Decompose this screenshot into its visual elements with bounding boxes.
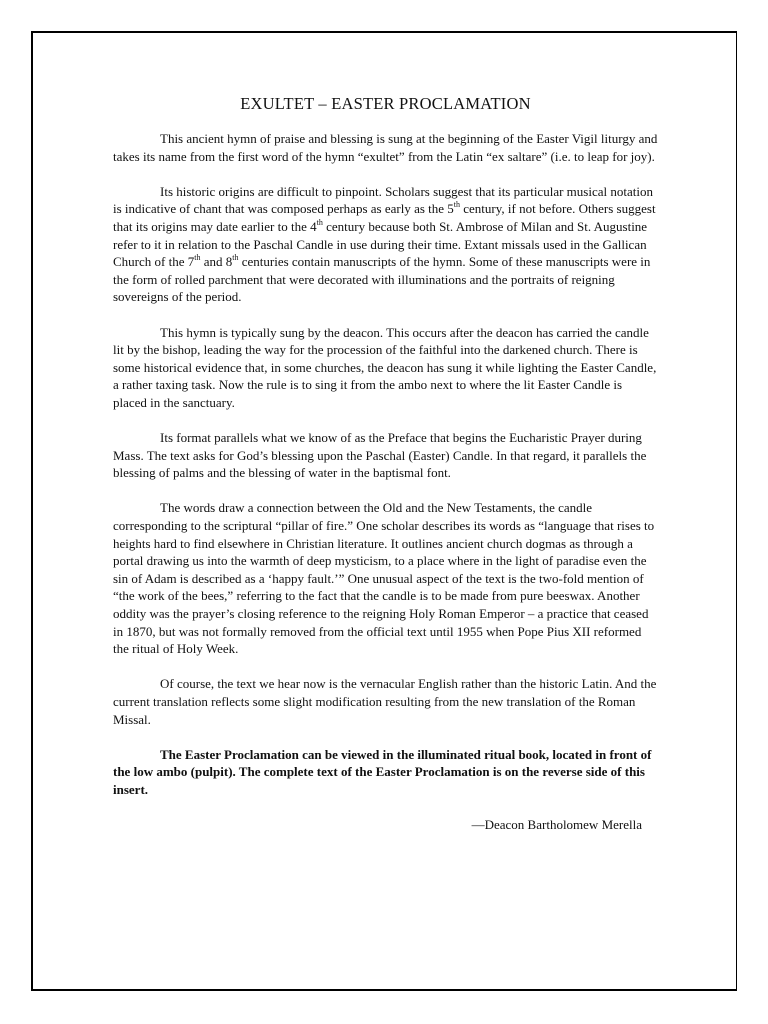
paragraph-origins [113, 183, 658, 306]
paragraph-deacon: This hymn is typically sung by the deacon. This occurs after the deacon has carried the candle lit by the bishop, leading the way for the procession of the faithful into the darkened church. There is some historical evidence that, in some churches, the deacon has sung it while lighting the Easter Candle, a rather taxing task. Now the rule is to sing it from the ambo next to where the lit Easter Candle is placed in the sanctuary. [113, 324, 657, 410]
ordinal-suffix: th [316, 217, 323, 227]
origins-text-d: and 8 [200, 254, 233, 270]
origins-text-a: Its historic origins are difficult to pinpoint. Scholars suggest that its particular musical notation is indicative of chant that was composed perhaps as early as the 5 [113, 183, 653, 217]
ordinal-suffix: th [453, 200, 461, 210]
document-title: EXULTET – EASTER PROCLAMATION [240, 94, 531, 113]
signature: —Deacon Bartholomew Merella [471, 817, 642, 833]
origins-text-c: century because both St. Ambrose of Milan and St. Augustine refer to it in relation to the Paschal Candle in use during their time. Extant missals used in the Gallican Church of the 7 [113, 218, 648, 270]
origins-text-b: century, if not before. Others suggest that its origins may date earlier to the 4 [113, 201, 656, 234]
document-body [113, 93, 658, 834]
paragraph-format: Its format parallels what we know of as the Preface that begins the Eucharistic Prayer during Mass. The text asks for God’s blessing upon the Paschal (Easter) Candle. In that regard, it parallels the blessing of palms and the blessing of water in the baptismal font. [113, 430, 647, 481]
paragraph-intro: This ancient hymn of praise and blessing is sung at the beginning of the Easter Vigil liturgy and takes its name from the first word of the hymn “exultet” from the Latin “ex saltare” (i.e. to leap for joy). [113, 131, 658, 164]
paragraph-testaments: The words draw a connection between the Old and the New Testaments, the candle corresponding to the scriptural “pillar of fire.” One scholar describes its words as “language that rises to heights hard to find elsewhere in Christian literature. It outlines ancient church dogmas as through a portal drawing us into the warmth of deep mysticism, to a place where in the light of paradise even the sin of Adam is described as a ‘happy fault.’” One unusual aspect of the text is the two-fold mention of “the work of the bees,” referring to the fact that the candle is to be made from pure beeswax. Another oddity was the prayer’s closing reference to the reigning Holy Roman Emperor – a practice that ceased in 1870, but was not formally removed from the official text until 1955 when Pope Pius XII reformed the ritual of Holy Week. [113, 500, 655, 657]
origins-text-e: centuries contain manuscripts of the hymn. Some of these manuscripts were in the form of rolled parchment that were decorated with illuminations and the portraits of reigning sovereigns of the period. [113, 254, 651, 305]
ordinal-suffix: th [232, 253, 239, 263]
paragraph-notice: The Easter Proclamation can be viewed in the illuminated ritual book, located in front of the low ambo (pulpit). The complete text of the Easter Proclamation is on the reverse side of this insert. [113, 746, 652, 797]
paragraph-translation: Of course, the text we hear now is the vernacular English rather than the historic Latin. And the current translation reflects some slight modification resulting from the new translation of the Roman Missal. [113, 676, 657, 727]
ordinal-suffix: th [194, 253, 201, 263]
